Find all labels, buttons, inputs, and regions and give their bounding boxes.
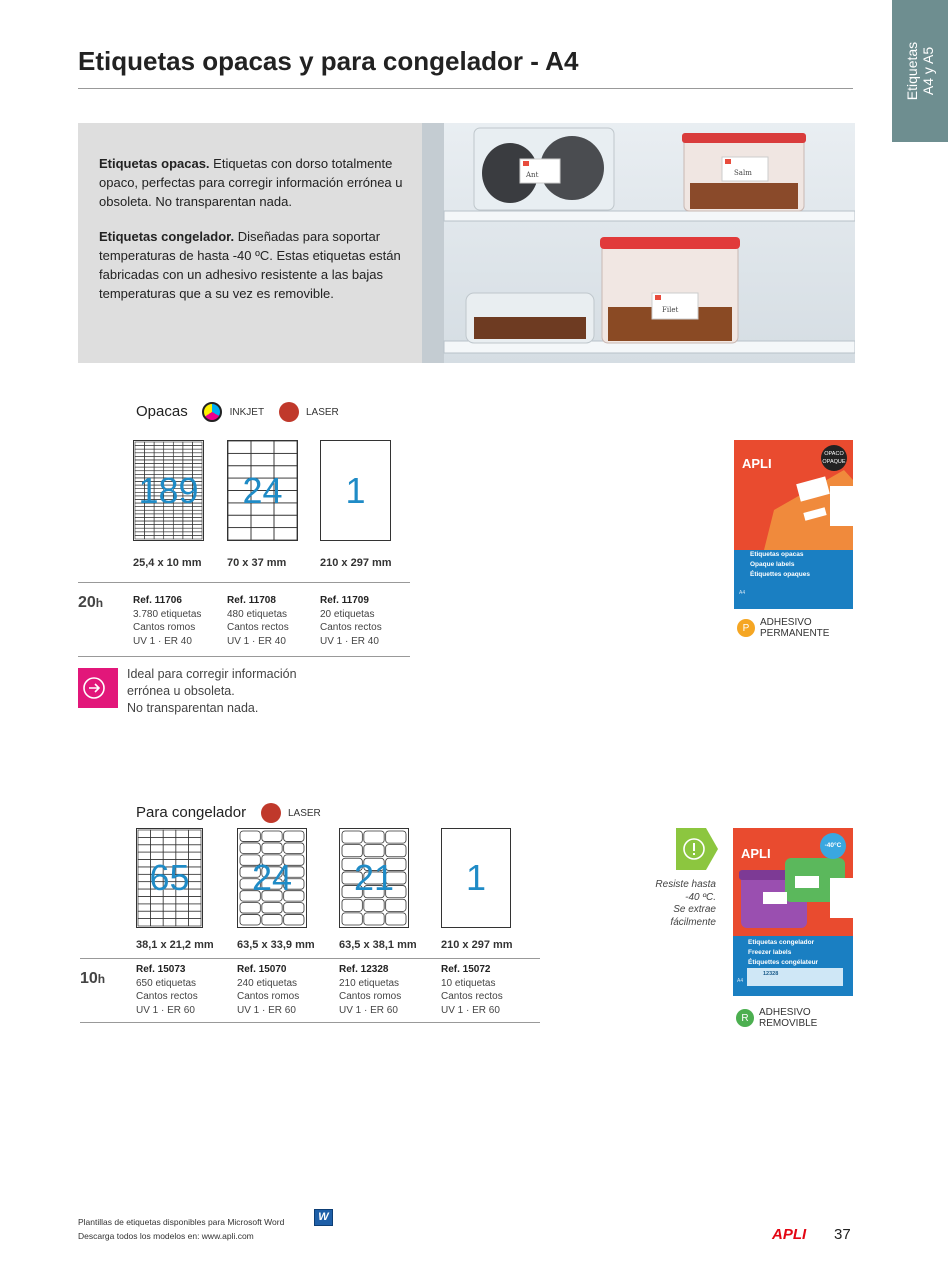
qty-12328: 210 etiquetas [339,977,400,989]
alert-line-3: Se extrae [673,904,716,915]
pack-15073: UV 1 · ER 60 [136,1004,195,1016]
alert-line-4: fácilmente [670,916,716,928]
intro-p2-text: Diseñadas para soportar temperaturas de hasta -40 ºC. Estas etiquetas están fabricadas con un adhesivo resistente a las bajas temperaturas que a su vez es removible. [99,229,401,301]
ref-11706-block [133,594,201,648]
product-package-opacas [734,440,853,609]
removable-adhesive-label [759,1007,817,1029]
sheet-21-diagram [339,828,409,928]
photo-label-3: Filet [662,306,679,314]
section2-hours-value: 10 [80,970,98,987]
section-side-tab[interactable] [892,0,948,142]
badge1-line2: PERMANENTE [760,628,830,639]
package2-line1: Etiquetas congelador [748,939,815,946]
footer-notes [78,1215,284,1243]
section2-hours-unit: h [97,972,106,986]
alert-icon [676,828,718,870]
section1-hours-unit: h [95,596,104,610]
dim-12328: 63,5 x 38,1 mm [339,939,417,951]
laser-icon [261,803,281,823]
alert-line-1: Resiste hasta [655,879,716,890]
photo-label-1: Ant [526,171,539,179]
ref-15070: Ref. 15070 [237,964,287,975]
section2-top-rule [80,958,540,959]
package2-title-lines [748,938,818,968]
edges-15073: Cantos rectos [136,991,198,1002]
fridge-photo [422,123,855,363]
arrow-right-icon [78,668,118,708]
package2-temp: -40°C [824,842,842,849]
package1-side-code: A4 [739,590,746,596]
dim-15073: 38,1 x 21,2 mm [136,939,214,951]
permanent-adhesive-badge: P [737,619,755,637]
package2-brand: APLI [741,846,771,861]
section1-top-rule [78,582,410,583]
word-icon[interactable]: W [314,1209,333,1226]
note-line-1: Ideal para corregir información [127,667,297,681]
sheet-24b-count: 24 [251,857,293,898]
section1-note [127,666,297,717]
edges-11708: Cantos rectos [227,622,289,633]
ref-11709: Ref. 11709 [320,595,369,606]
intro-p1-text: Etiquetas con dorso totalmente opaco, perfectas para corregir información errónea u obsoleta. No transparentan nada. [99,156,403,209]
title-divider [78,88,853,89]
dim-11708: 70 x 37 mm [227,557,287,569]
sheet-1-count: 1 [345,469,366,511]
package1-sticker [820,450,848,466]
ref-15070-block [237,963,299,1017]
package2-line2: Freezer labels [748,949,792,956]
ref-15072-block [441,963,503,1017]
inkjet-label: INKJET [229,406,265,418]
package2-code: 12328 [763,971,779,977]
product-package-congelador [733,828,853,996]
side-tab-text [904,42,936,100]
permanent-adhesive-label [760,617,829,639]
section1-hours [78,594,103,612]
package2-side-code: A4 [737,978,744,984]
alert-line-2: -40 ºC. [685,891,716,903]
inkjet-icon [202,402,222,422]
ref-12328-block [339,963,401,1017]
section-opacas-title: Opacas [136,403,188,421]
sheet-1b-diagram [441,828,511,928]
dim-15072: 210 x 297 mm [441,939,513,951]
ref-15073: Ref. 15073 [136,964,186,975]
package1-brand: APLI [742,456,772,471]
photo-label-2: Salm [734,169,752,177]
removable-adhesive-badge: R [736,1009,754,1027]
qty-15073: 650 etiquetas [136,977,197,989]
sheet-1-diagram [320,440,391,541]
sheet-65-count: 65 [149,857,190,898]
edges-12328: Cantos romos [339,991,402,1002]
laser-label: LASER [287,807,321,819]
section-congelador-header [136,803,331,823]
dim-11706: 25,4 x 10 mm [133,557,202,569]
intro-p2-bold: Etiquetas congelador. [99,229,235,244]
badge2-line1: ADHESIVO [759,1007,811,1018]
qty-15072: 10 etiquetas [441,977,496,989]
package1-line1: Etiquetas opacas [750,551,804,558]
ref-12328: Ref. 12328 [339,964,389,975]
section-congelador-title: Para congelador [136,804,247,822]
sheet-21-count: 21 [353,857,395,898]
pack-12328: UV 1 · ER 60 [339,1004,398,1016]
pack-15072: UV 1 · ER 60 [441,1004,500,1016]
ref-11709-block [320,594,382,648]
edges-15070: Cantos romos [237,991,300,1002]
ref-11708-block [227,594,289,648]
package1-sticker-2: OPAQUE [822,459,846,465]
sheet-24-diagram [227,440,298,541]
edges-11709: Cantos rectos [320,622,382,633]
sheet-189-diagram [133,440,204,541]
qty-11709: 20 etiquetas [320,608,375,620]
badge2-line2: REMOVIBLE [759,1018,818,1029]
laser-label: LASER [305,406,339,418]
page-number: 37 [834,1226,851,1243]
intro-paragraph-congelador [99,227,407,303]
section1-hours-value: 20 [78,594,96,611]
page-title: Etiquetas opacas y para congelador - A4 [78,46,579,76]
intro-paragraph-opacas [99,154,407,211]
ref-15073-block [136,963,198,1017]
qty-15070: 240 etiquetas [237,977,298,989]
section2-hours [80,970,105,988]
dim-15070: 63,5 x 33,9 mm [237,939,315,951]
edges-15072: Cantos rectos [441,991,503,1002]
sheet-24b-diagram [237,828,307,928]
ref-15072: Ref. 15072 [441,964,491,975]
ref-11708: Ref. 11708 [227,595,276,606]
qty-11706: 3.780 etiquetas [133,608,202,620]
package1-sticker-1: OPACO [824,451,844,457]
pack-11709: UV 1 · ER 40 [320,635,379,647]
edges-11706: Cantos romos [133,622,196,633]
sheet-1b-count: 1 [465,857,487,898]
side-tab-line1: Etiquetas [904,41,920,101]
section1-bottom-rule [78,656,410,657]
sheet-65-diagram [136,828,203,928]
intro-box [78,123,422,363]
footer-apli-logo: APLI [772,1226,807,1243]
pack-15070: UV 1 · ER 60 [237,1004,296,1016]
section-opacas-header [136,402,349,422]
section2-bottom-rule [80,1022,540,1023]
laser-icon [279,402,299,422]
note-line-2: errónea u obsoleta. [127,684,235,698]
sheet-189-count: 189 [138,469,199,511]
footer-line2: Descarga todos los modelos en: www.apli.com [78,1231,254,1241]
freeze-resistance-note [630,879,716,929]
side-tab-line2: A4 y A5 [920,46,936,96]
footer-line1: Plantillas de etiquetas disponibles para Microsoft Word [78,1217,285,1227]
dim-11709: 210 x 297 mm [320,557,392,569]
ref-11706: Ref. 11706 [133,595,182,606]
package1-line2: Opaque labels [750,561,795,568]
package2-line3: Étiquettes congélateur [748,959,819,966]
pack-11708: UV 1 · ER 40 [227,635,286,647]
pack-11706: UV 1 · ER 40 [133,635,192,647]
package1-title-lines [750,550,810,580]
intro-p1-bold: Etiquetas opacas. [99,156,210,171]
qty-11708: 480 etiquetas [227,608,288,620]
note-line-3: No transparentan nada. [127,701,259,715]
badge1-line1: ADHESIVO [760,617,812,628]
sheet-24-count: 24 [242,469,283,511]
package1-line3: Étiquettes opaques [750,571,810,578]
